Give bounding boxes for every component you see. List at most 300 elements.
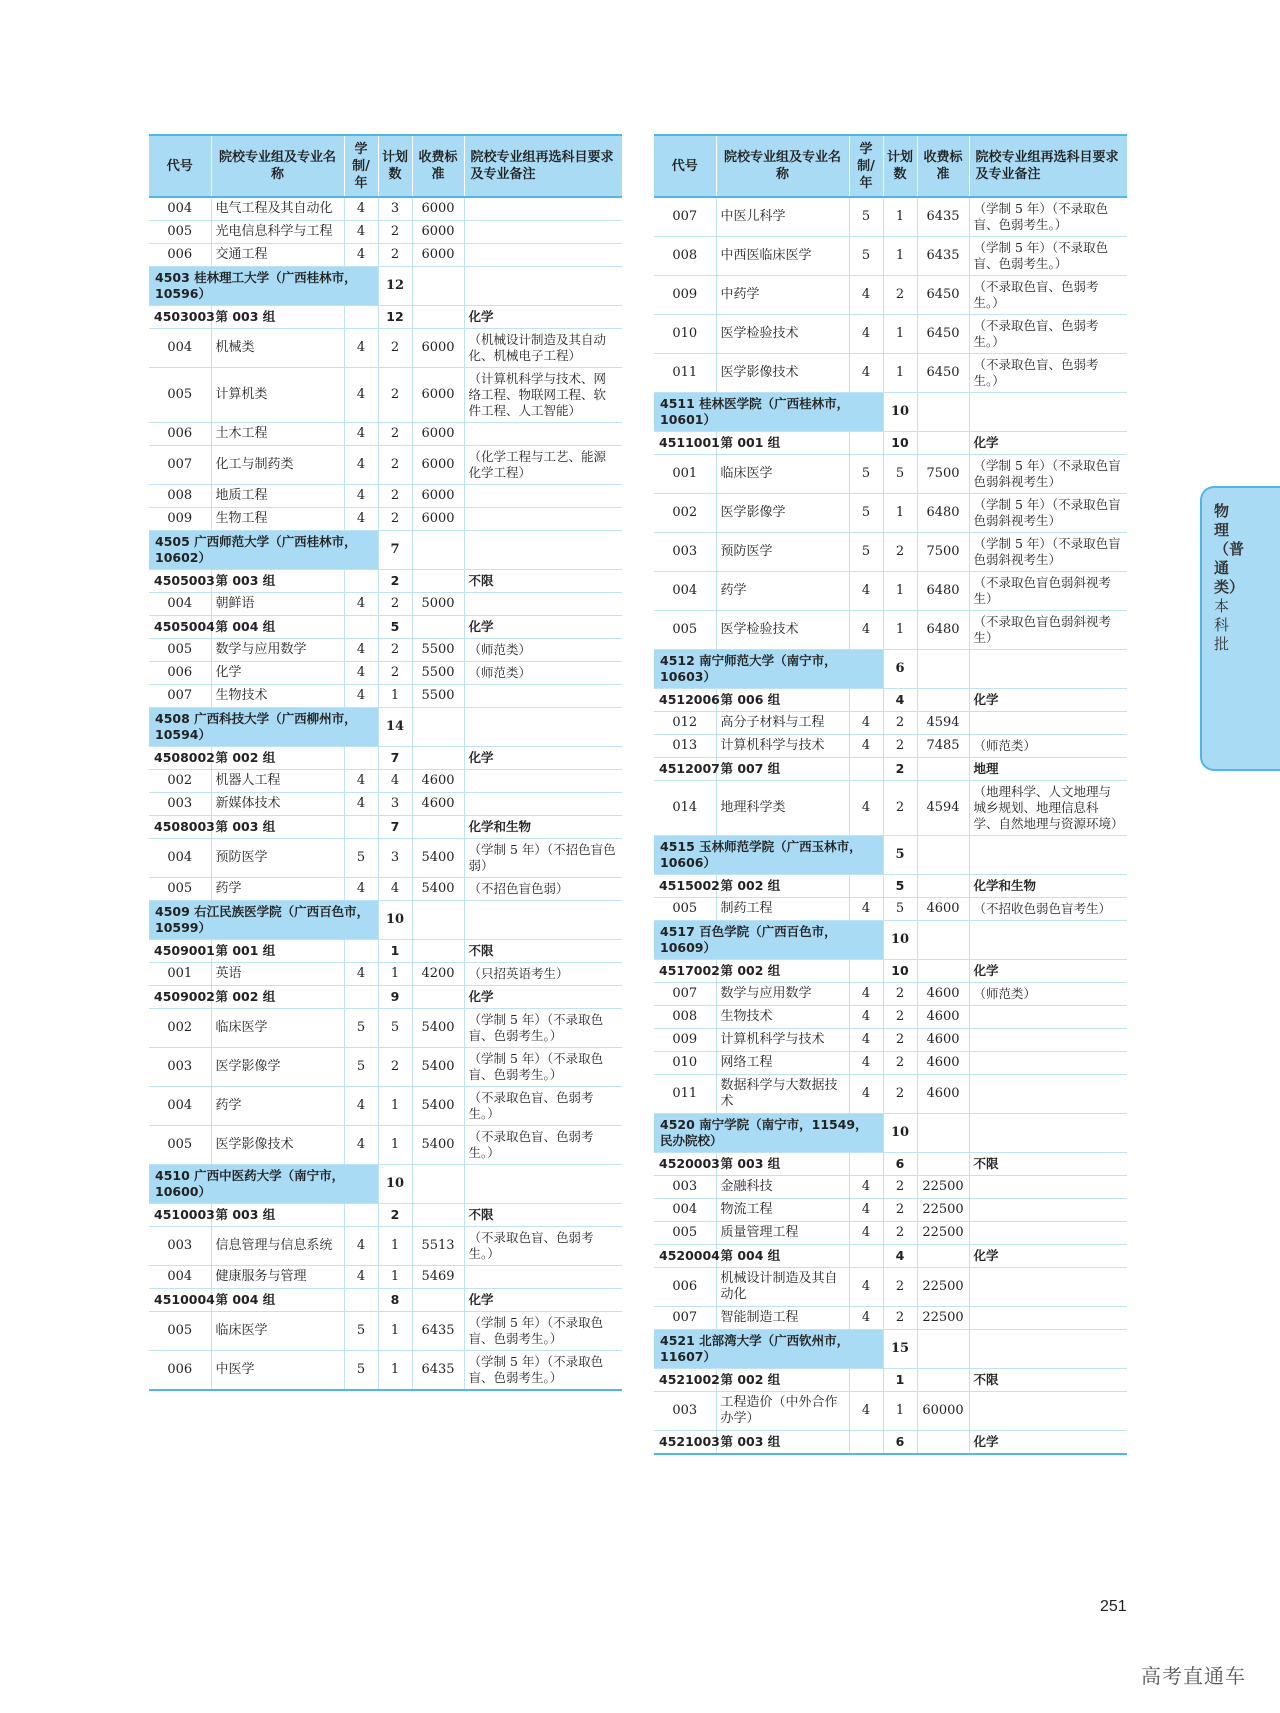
major-note [464,244,622,267]
school-plan: 5 [883,836,917,875]
group-subject-requirement: 地理 [969,758,1127,781]
major-plan: 2 [378,423,412,446]
major-name: 计算机类 [211,368,344,423]
major-fee: 22500 [917,1199,969,1222]
major-row [654,712,1127,735]
major-code: 004 [149,329,211,368]
major-code: 003 [149,1227,211,1266]
major-note [969,1392,1127,1431]
major-note: （计算机科学与技术、网络工程、物联网工程、软件工程、人工智能） [464,368,622,423]
major-name: 金融科技 [716,1176,849,1199]
major-note [969,1268,1127,1307]
group-subject-requirement: 化学 [464,986,622,1009]
major-name: 数学与应用数学 [716,983,849,1006]
group-years [344,1204,378,1227]
group-code: 4512007 [654,758,716,781]
school-row [654,1114,1127,1153]
major-row [149,423,622,446]
major-note: （只招英语考生） [464,963,622,986]
major-plan: 3 [378,197,412,221]
major-row [149,593,622,616]
major-years: 5 [849,455,883,494]
major-code: 005 [149,878,211,901]
group-name: 第 003 组 [716,1153,849,1176]
major-plan: 2 [378,593,412,616]
major-plan: 2 [378,221,412,244]
major-row [149,1227,622,1266]
major-plan: 1 [883,197,917,237]
group-plan: 2 [883,758,917,781]
group-subject-requirement: 不限 [464,940,622,963]
major-note [464,221,622,244]
major-row [149,1312,622,1351]
group-plan: 2 [378,1204,412,1227]
major-name: 制药工程 [716,898,849,921]
major-row [149,1009,622,1048]
school-fee [412,1165,464,1204]
group-code: 4521003 [654,1431,716,1455]
group-years [849,1153,883,1176]
major-note [969,1176,1127,1199]
group-fee [917,689,969,712]
major-plan: 2 [378,508,412,531]
major-plan: 2 [883,1307,917,1330]
group-name: 第 002 组 [716,875,849,898]
major-code: 005 [149,639,211,662]
group-years [344,1289,378,1312]
side-tab-label [1214,502,1245,654]
major-note: （师范类） [969,735,1127,758]
major-note: （学制 5 年）（不录取色盲、色弱考生。） [969,197,1127,237]
major-fee: 4600 [917,898,969,921]
school-fee [412,708,464,747]
major-code: 006 [654,1268,716,1307]
table-header-row [149,135,622,197]
major-years: 4 [344,423,378,446]
major-plan: 5 [883,898,917,921]
group-plan: 10 [883,432,917,455]
group-years [849,1431,883,1455]
major-fee: 6000 [412,197,464,221]
major-fee: 4200 [412,963,464,986]
group-name: 第 004 组 [211,1289,344,1312]
major-note [464,593,622,616]
major-years: 4 [849,781,883,836]
major-note: （学制 5 年）（不招色盲色弱） [464,839,622,878]
major-code: 009 [149,508,211,531]
major-plan: 3 [378,793,412,816]
header-name: 院校专业组及专业名称 [716,135,849,197]
group-years [344,570,378,593]
major-plan: 1 [378,685,412,708]
major-code: 001 [654,455,716,494]
table-body-left [149,197,622,1390]
school-name: 4521 北部湾大学（广西钦州市，11607） [654,1330,883,1369]
major-name: 机械类 [211,329,344,368]
major-plan: 5 [883,455,917,494]
major-code: 007 [149,446,211,485]
group-years [849,1369,883,1392]
group-name: 第 007 组 [716,758,849,781]
major-fee: 5500 [412,639,464,662]
school-row [654,1330,1127,1369]
group-row [149,570,622,593]
major-row [149,508,622,531]
major-years: 5 [344,1351,378,1391]
major-plan: 4 [378,878,412,901]
school-fee [917,836,969,875]
school-fee [412,267,464,306]
major-years: 4 [849,1307,883,1330]
major-note [464,770,622,793]
group-plan: 5 [378,616,412,639]
major-plan: 2 [378,662,412,685]
major-fee: 6450 [917,315,969,354]
major-name: 医学影像技术 [211,1126,344,1165]
major-years: 5 [849,237,883,276]
major-name: 工程造价（中外合作办学） [716,1392,849,1431]
major-note: （学制 5 年）（不录取色盲、色弱考生。） [464,1312,622,1351]
major-note [969,1199,1127,1222]
major-years: 4 [344,662,378,685]
major-code: 009 [654,276,716,315]
major-code: 002 [149,770,211,793]
group-years [849,1245,883,1268]
major-plan: 1 [883,611,917,650]
major-note: （不录取色盲色弱斜视考生） [969,611,1127,650]
major-row [149,221,622,244]
major-name: 生物技术 [716,1006,849,1029]
major-years: 4 [344,1227,378,1266]
major-fee: 4600 [917,1006,969,1029]
school-plan: 15 [883,1330,917,1369]
major-name: 数学与应用数学 [211,639,344,662]
major-row [149,485,622,508]
major-years: 4 [849,1075,883,1114]
group-code: 4509002 [149,986,211,1009]
major-name: 英语 [211,963,344,986]
major-years: 5 [849,197,883,237]
group-name: 第 003 组 [211,306,344,329]
major-row [654,1029,1127,1052]
group-fee [917,1245,969,1268]
major-name: 医学影像学 [716,494,849,533]
major-note [464,793,622,816]
major-row [654,983,1127,1006]
group-plan: 7 [378,747,412,770]
header-code: 代号 [654,135,716,197]
major-row [149,878,622,901]
major-row [654,276,1127,315]
major-fee: 5513 [412,1227,464,1266]
major-row [654,315,1127,354]
major-fee: 6480 [917,494,969,533]
school-row [654,921,1127,960]
group-fee [412,570,464,593]
major-name: 医学检验技术 [716,611,849,650]
group-fee [412,1204,464,1227]
major-row [654,735,1127,758]
major-plan: 1 [883,354,917,393]
group-row [654,1245,1127,1268]
major-years: 4 [344,508,378,531]
major-years: 4 [849,983,883,1006]
major-fee: 7500 [917,455,969,494]
group-code: 4510004 [149,1289,211,1312]
table-header-row [654,135,1127,197]
major-row [149,244,622,267]
major-plan: 1 [378,1126,412,1165]
major-code: 004 [149,839,211,878]
school-name: 4520 南宁学院（南宁市，11549，民办院校） [654,1114,883,1153]
major-fee: 4600 [412,770,464,793]
group-fee [917,1369,969,1392]
group-plan: 1 [378,940,412,963]
major-plan: 2 [883,1006,917,1029]
major-years: 4 [849,1222,883,1245]
group-subject-requirement: 不限 [969,1153,1127,1176]
major-plan: 2 [883,735,917,758]
group-name: 第 002 组 [716,1369,849,1392]
major-note: （学制 5 年）（不录取色盲色弱斜视考生） [969,455,1127,494]
major-row [654,237,1127,276]
group-years [344,940,378,963]
major-code: 007 [654,983,716,1006]
school-note [969,393,1127,432]
group-row [654,432,1127,455]
major-fee: 6000 [412,485,464,508]
major-plan: 5 [378,1009,412,1048]
group-name: 第 002 组 [211,747,344,770]
group-subject-requirement: 不限 [969,1369,1127,1392]
major-years: 4 [849,1392,883,1431]
group-code: 4515002 [654,875,716,898]
major-years: 4 [849,1029,883,1052]
school-fee [412,901,464,940]
major-plan: 1 [883,237,917,276]
school-plan: 6 [883,650,917,689]
group-code: 4509001 [149,940,211,963]
group-code: 4511001 [654,432,716,455]
group-years [344,816,378,839]
group-row [149,306,622,329]
major-fee: 5500 [412,685,464,708]
major-row [654,1006,1127,1029]
header-plan: 计划数 [378,135,412,197]
school-fee [917,1114,969,1153]
group-subject-requirement: 化学和生物 [464,816,622,839]
major-plan: 2 [883,781,917,836]
group-name: 第 002 组 [716,960,849,983]
major-years: 4 [849,1006,883,1029]
major-name: 新媒体技术 [211,793,344,816]
group-plan: 5 [883,875,917,898]
major-name: 中西医临床医学 [716,237,849,276]
group-years [344,986,378,1009]
group-years [849,758,883,781]
header-code: 代号 [149,135,211,197]
major-fee: 6480 [917,572,969,611]
major-code: 004 [149,1266,211,1289]
school-fee [917,393,969,432]
school-note [464,267,622,306]
watermark-text: 高考直通车 [1141,1664,1246,1688]
major-plan: 1 [883,494,917,533]
major-note [464,423,622,446]
side-tab-category: 物理（普通类） [1214,502,1245,596]
major-note: （不录取色盲、色弱考生。） [464,1227,622,1266]
major-plan: 1 [378,1266,412,1289]
major-fee: 5000 [412,593,464,616]
major-name: 预防医学 [211,839,344,878]
group-row [654,1369,1127,1392]
major-fee: 6000 [412,244,464,267]
group-row [149,816,622,839]
school-plan: 10 [378,901,412,940]
major-name: 智能制造工程 [716,1307,849,1330]
major-name: 药学 [211,878,344,901]
major-row [654,494,1127,533]
major-row [149,1126,622,1165]
major-plan: 1 [378,1227,412,1266]
school-note [969,836,1127,875]
major-plan: 2 [378,244,412,267]
major-years: 4 [344,1126,378,1165]
major-fee: 6450 [917,354,969,393]
major-years: 4 [344,793,378,816]
major-fee: 5400 [412,1048,464,1087]
major-note: （学制 5 年）（不录取色盲、色弱考生。） [464,1009,622,1048]
major-name: 机器人工程 [211,770,344,793]
header-fee: 收费标准 [917,135,969,197]
major-years: 4 [344,446,378,485]
school-plan: 10 [378,1165,412,1204]
school-row [149,901,622,940]
major-code: 014 [654,781,716,836]
major-code: 003 [149,793,211,816]
major-note [969,712,1127,735]
major-note: （学制 5 年）（不录取色盲、色弱考生。） [464,1351,622,1391]
major-plan: 4 [378,770,412,793]
major-name: 生物工程 [211,508,344,531]
major-plan: 2 [378,639,412,662]
major-row [149,1087,622,1126]
major-fee: 4600 [917,1052,969,1075]
major-name: 土木工程 [211,423,344,446]
group-years [344,616,378,639]
major-name: 电气工程及其自动化 [211,197,344,221]
major-name: 药学 [211,1087,344,1126]
group-plan: 10 [883,960,917,983]
major-code: 003 [654,1176,716,1199]
page-number: 251 [1100,1598,1127,1615]
major-note: （师范类） [464,639,622,662]
major-code: 004 [149,1087,211,1126]
group-row [149,986,622,1009]
admission-table-right [654,134,1127,1455]
group-row [149,1204,622,1227]
major-fee: 4594 [917,712,969,735]
group-fee [917,1431,969,1455]
school-note [969,921,1127,960]
group-plan: 2 [378,570,412,593]
major-fee: 4600 [917,1075,969,1114]
major-fee: 6000 [412,221,464,244]
major-code: 008 [654,1006,716,1029]
major-plan: 2 [883,276,917,315]
major-years: 5 [344,1009,378,1048]
group-code: 4517002 [654,960,716,983]
major-code: 008 [654,237,716,276]
group-row [654,1153,1127,1176]
group-name: 第 003 组 [211,570,344,593]
major-plan: 1 [883,572,917,611]
major-plan: 2 [883,1075,917,1114]
major-code: 002 [654,494,716,533]
major-fee: 22500 [917,1176,969,1199]
school-plan: 10 [883,393,917,432]
group-fee [412,747,464,770]
school-note [969,650,1127,689]
school-name: 4503 桂林理工大学（广西桂林市，10596） [149,267,378,306]
major-fee: 4600 [917,983,969,1006]
group-plan: 9 [378,986,412,1009]
group-row [654,960,1127,983]
header-note: 院校专业组再选科目要求及专业备注 [969,135,1127,197]
major-code: 011 [654,1075,716,1114]
major-note: （师范类） [464,662,622,685]
major-note [969,1075,1127,1114]
major-row [149,770,622,793]
major-note [464,508,622,531]
group-years [344,306,378,329]
group-fee [917,960,969,983]
group-subject-requirement: 化学 [464,747,622,770]
major-note: （学制 5 年）（不录取色盲色弱斜视考生） [969,494,1127,533]
major-years: 4 [849,611,883,650]
major-plan: 2 [883,983,917,1006]
major-note: （不录取色盲、色弱考生。） [464,1126,622,1165]
group-fee [412,940,464,963]
major-note: （不录取色盲、色弱考生。） [969,354,1127,393]
major-fee: 22500 [917,1222,969,1245]
school-note [464,901,622,940]
group-name: 第 006 组 [716,689,849,712]
group-plan: 8 [378,1289,412,1312]
major-years: 4 [344,1266,378,1289]
school-name: 4505 广西师范大学（广西桂林市，10602） [149,531,378,570]
major-note [969,1052,1127,1075]
major-note [464,485,622,508]
major-fee: 6435 [412,1351,464,1391]
major-fee: 6480 [917,611,969,650]
major-fee: 7485 [917,735,969,758]
school-row [654,836,1127,875]
major-plan: 2 [378,329,412,368]
major-fee: 6435 [412,1312,464,1351]
major-years: 4 [849,735,883,758]
major-note [969,1029,1127,1052]
header-name: 院校专业组及专业名称 [211,135,344,197]
school-name: 4508 广西科技大学（广西柳州市，10594） [149,708,378,747]
side-tab-batch: 本科批 [1214,597,1230,653]
major-row [654,898,1127,921]
major-name: 化学 [211,662,344,685]
group-subject-requirement: 化学 [969,1245,1127,1268]
major-years: 4 [344,485,378,508]
major-code: 004 [654,1199,716,1222]
major-row [149,685,622,708]
